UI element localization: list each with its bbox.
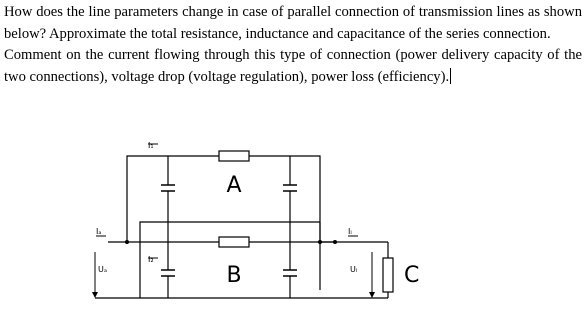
load-box (383, 258, 393, 292)
capacitor-a-left (161, 185, 175, 191)
load-label: C (404, 263, 420, 288)
voltage-ul-label: Uₗ (350, 265, 358, 274)
resistor-b (219, 237, 249, 247)
capacitor-b-right (283, 270, 297, 276)
junction-output (333, 240, 337, 244)
junction-left (125, 240, 129, 244)
current-ia-label: Iₐ (96, 227, 102, 236)
current-il-label: Iₗ (348, 227, 352, 236)
junction-right (318, 240, 322, 244)
question-paragraph-1: How does the line parameters change in case of parallel connection of transmission lines as shown below? Approximate the total resistance, inductance and capacitance of the series connection. (4, 4, 582, 42)
current-i1-label: I₁ (148, 141, 154, 150)
resistor-a (219, 151, 249, 161)
question-paragraph-2-text: Comment on the current flowing through this type of connection (power delivery capacity of the two connections), voltage drop (voltage regulation), power loss (efficiency). (4, 47, 582, 85)
capacitor-b-left (161, 270, 175, 276)
line-a-top-wire (127, 156, 320, 242)
line-a-label: A (226, 173, 242, 198)
line-b-label: B (226, 263, 242, 288)
voltage-ua-label: Uₐ (98, 265, 107, 274)
current-i2-label: I₂ (148, 255, 154, 264)
capacitor-a-right (283, 185, 297, 191)
